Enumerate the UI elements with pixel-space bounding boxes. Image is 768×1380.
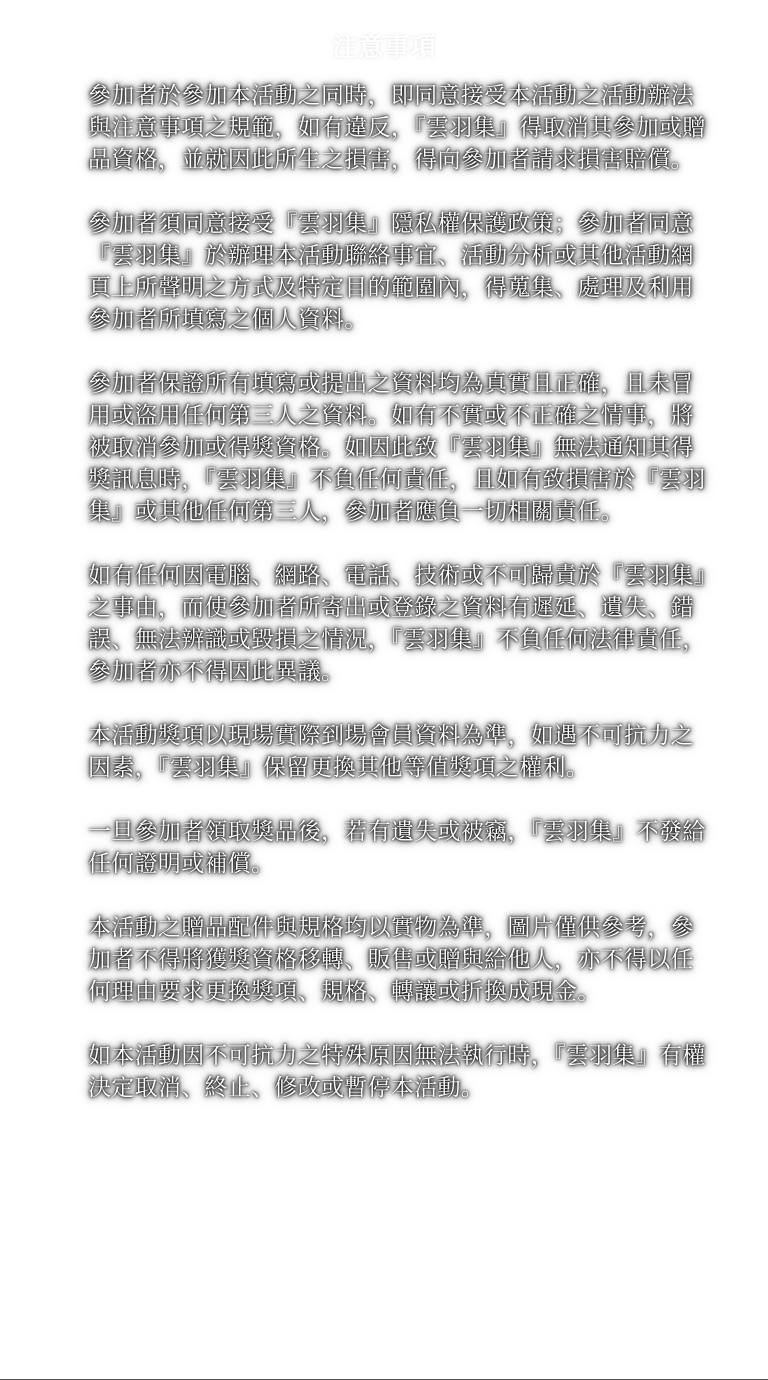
terms-paragraph-1: 參加者於參加本活動之同時，即同意接受本活動之活動辦法與注意事項之規範，如有違反，『雲羽集』得取消其參加或贈品資格，並就因此所生之損害，得向參加者請求損害賠償。 [88, 83, 706, 173]
terms-paragraph-5: 本活動獎項以現場實際到場會員資料為準，如遇不可抗力之因素，『雲羽集』保留更換其他等值獎項之權利。 [88, 723, 694, 781]
page-title: 注意事項 [331, 33, 436, 63]
terms-paragraph-4: 如有任何因電腦、網路、電話、技術或不可歸責於『雲羽集』之事由，而使參加者所寄出或登錄之資料有遲延、遺失、錯誤、無法辨識或毀損之情況，『雲羽集』不負任何法律責任，參加者亦不得因此異議。 [88, 563, 706, 685]
terms-paragraph-3: 參加者保證所有填寫或提出之資料均為真實且正確，且未冒用或盜用任何第三人之資料。如有不實或不正確之情事，將被取消參加或得獎資格。如因此致『雲羽集』無法通知其得獎訊息時，『雲羽集』不負任何責任，且如有致損害於『雲羽集』或其他任何第三人，參加者應負一切相關責任。 [88, 371, 706, 525]
terms-paragraph-8: 如本活動因不可抗力之特殊原因無法執行時，『雲羽集』有權決定取消、終止、修改或暫停本活動。 [88, 1043, 706, 1101]
terms-paragraph-7: 本活動之贈品配件與規格均以實物為準，圖片僅供參考，參加者不得將獲獎資格移轉、販售或贈與給他人，亦不得以任何理由要求更換獎項、規格、轉讓或折換成現金。 [88, 915, 694, 1005]
terms-paragraph-2: 參加者須同意接受『雲羽集』隱私權保護政策；參加者同意『雲羽集』於辦理本活動聯絡事宜、活動分析或其他活動網頁上所聲明之方式及特定目的範圍內，得蒐集、處理及利用參加者所填寫之個人資料。 [88, 211, 694, 333]
terms-content [88, 80, 708, 1136]
terms-paragraph-6: 一旦參加者領取獎品後，若有遺失或被竊，『雲羽集』不發給任何證明或補償。 [88, 819, 706, 877]
